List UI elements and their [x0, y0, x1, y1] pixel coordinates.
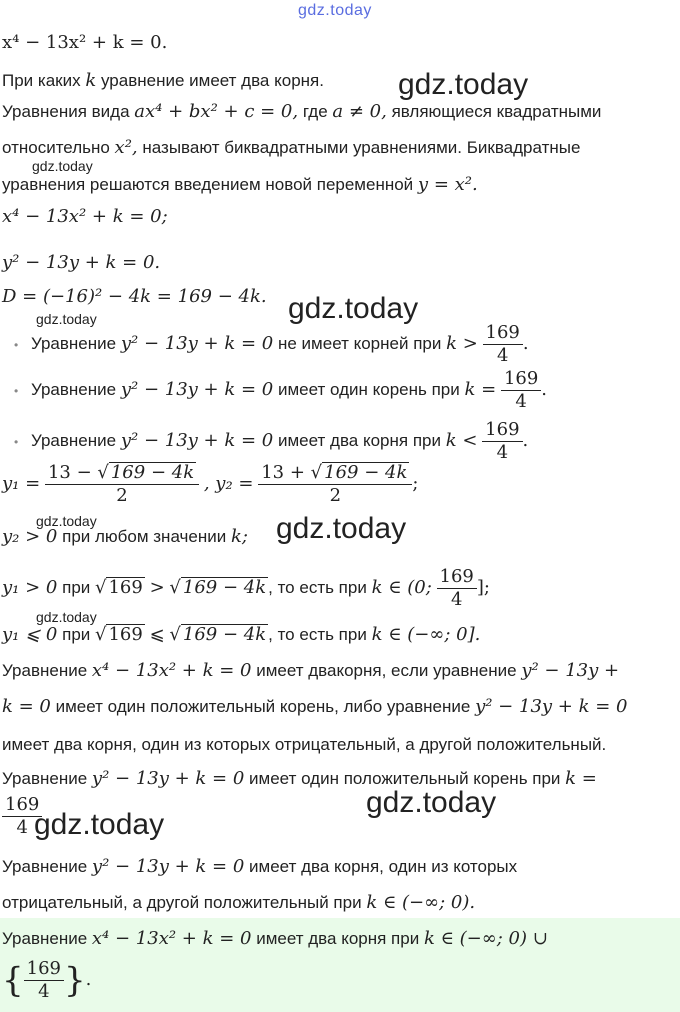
question-rest: уравнение имеет два корня.: [100, 71, 324, 90]
bullet-text: Уравнение: [30, 379, 117, 399]
equation-substituted: y² − 13y + k = 0.: [2, 252, 161, 273]
case-text: Уравнение: [2, 857, 88, 876]
gt-sign: >: [149, 576, 165, 598]
fraction-169-4: [482, 419, 522, 464]
y2-num-a: 13 +: [261, 462, 305, 483]
fraction-den: 4: [496, 442, 509, 463]
case-text: имеет два корня, один из которых: [249, 857, 518, 876]
fraction-num: 169: [483, 322, 523, 345]
equation-text: x⁴ − 13x² + k = 0.: [2, 32, 168, 53]
bullet-text: имеет два корня при: [277, 430, 441, 450]
def-text-a: Уравнения вида: [2, 102, 130, 121]
interval: k ∈ (−∞; 0].: [371, 624, 481, 645]
bullet-relation: k >: [446, 332, 478, 354]
fraction-169-4: [501, 368, 541, 413]
fraction-den: 4: [450, 589, 463, 610]
def-text-e: называют биквадратными уравнениями. Биквадратные: [142, 138, 581, 157]
concl-math: y² − 13y + k = 0: [475, 696, 628, 717]
def-math-3: x²,: [114, 137, 138, 158]
fraction-num: 169: [482, 419, 522, 442]
case-text: Уравнение: [2, 769, 88, 788]
fraction-num: 169: [24, 958, 64, 981]
sqrt-expr: 169 − 4k: [182, 576, 267, 598]
fraction-169-4: [483, 322, 523, 367]
definition-line-1: [2, 101, 601, 122]
y1-pos-math: y₁ > 0: [2, 576, 58, 598]
period: .: [522, 332, 529, 354]
def-text-f: уравнения решаются введением новой переменной: [2, 175, 414, 194]
y1-fraction: $\frac{13 - √ 169 - 4k}{2}$: [45, 462, 199, 507]
conclusion-line-1: [2, 660, 619, 681]
roots-formula: [2, 462, 418, 507]
bullet-no-roots: [14, 322, 529, 367]
y1-den: 2: [116, 485, 128, 506]
fraction-num: 169: [501, 368, 541, 391]
bullet-text: не имеет корней при: [277, 333, 442, 353]
answer-text: имеет два корня при: [256, 929, 420, 948]
answer-period: .: [85, 968, 92, 990]
definition-line-3: [2, 174, 478, 195]
y2-den: 2: [329, 485, 342, 506]
concl-text: Уравнение: [2, 661, 88, 680]
def-math-1: ax⁴ + bx² + c = 0,: [134, 101, 299, 122]
bullet-dot-icon: •: [14, 434, 19, 449]
equation-main: [2, 32, 167, 53]
fraction-den: 4: [515, 391, 527, 412]
case-math: y² − 13y + k = 0: [91, 768, 245, 789]
var-k: k: [85, 70, 97, 91]
y2-lhs: , y₂ =: [203, 472, 254, 494]
y1-lhs: y₁ =: [2, 472, 41, 494]
y1-pos-text: при: [62, 577, 91, 597]
watermark-big-2: gdz.today: [288, 292, 419, 325]
bullet-math: y² − 13y + k = 0: [120, 429, 274, 451]
watermark-big-1: gdz.today: [398, 68, 529, 101]
case-relation: k =: [565, 768, 597, 789]
watermark-big-4: gdz.today: [366, 786, 497, 819]
watermark-top: gdz.today: [298, 2, 372, 19]
concl-math: k = 0: [2, 696, 51, 717]
period: .: [541, 378, 548, 400]
interval-start: k ∈ (0;: [371, 576, 432, 598]
bullet-relation: k <: [445, 429, 478, 451]
concl-text: имеет один положительный корень, либо уравнение: [55, 697, 471, 716]
conclusion-line-3: имеет два корня, один из которых отрицательный, а другой положительный.: [2, 735, 607, 754]
def-math-4: y = x².: [417, 174, 478, 195]
def-text-b: где: [302, 102, 328, 121]
bullet-text: Уравнение: [30, 430, 117, 450]
answer-line-1: [2, 928, 548, 949]
def-text-d: относительно: [2, 138, 110, 157]
bullet-text: имеет один корень при: [277, 379, 460, 399]
fraction-169-4: [24, 958, 64, 1003]
bullet-two-roots: [14, 419, 528, 464]
discriminant: D = (−16)² − 4k = 169 − 4k.: [2, 286, 267, 307]
y1-neg-math: y₁ ⩽ 0: [2, 624, 58, 645]
fraction-den: 4: [496, 345, 509, 366]
watermark-small-4: gdz.today: [36, 609, 97, 625]
concl-text: имеет двакорня, если уравнение: [256, 661, 517, 680]
answer-math: x⁴ − 13x² + k = 0: [91, 928, 252, 949]
sqrt-169: 169: [108, 576, 143, 598]
case-one-root-line: [2, 768, 597, 789]
bullet-dot-icon: •: [14, 337, 19, 352]
semicolon: ;: [412, 472, 419, 494]
bullet-one-root: [14, 368, 547, 413]
bullet-math: y² − 13y + k = 0: [120, 378, 274, 400]
watermark-big-5: gdz.today: [34, 808, 165, 841]
y2-pos-text: при любом значении: [62, 527, 227, 546]
fraction-den: 4: [38, 981, 50, 1002]
y2-pos-k: k;: [230, 526, 248, 547]
sqrt-expr: 169 − 4k: [182, 624, 267, 645]
def-text-c: являющиеся квадратными: [391, 102, 602, 121]
y1-sqrt: 169 − 4k: [110, 462, 195, 483]
case-math: y² − 13y + k = 0: [91, 856, 245, 877]
answer-line-2: [2, 958, 91, 1003]
case-two-roots-line-2: [2, 892, 475, 913]
case-text: отрицательный, а другой положительный при: [2, 893, 362, 912]
y1-neg-text: при: [62, 625, 91, 644]
bullet-dot-icon: •: [14, 383, 19, 398]
interval-end: ];: [476, 576, 490, 598]
y1-pos-text2: , то есть при: [268, 577, 367, 597]
bullet-text: Уравнение: [30, 333, 117, 353]
concl-math: x⁴ − 13x² + k = 0: [91, 660, 252, 681]
conclusion-line-2: [2, 696, 627, 717]
case-text: имеет один положительный корень при: [249, 769, 561, 788]
answer-interval: k ∈ (−∞; 0) ∪: [423, 928, 548, 949]
y1-neg-text2: , то есть при: [268, 625, 367, 644]
case-math: k ∈ (−∞; 0).: [366, 892, 476, 913]
equation-restated: x⁴ − 13x² + k = 0;: [2, 206, 168, 227]
fraction-num: 169: [2, 794, 42, 817]
y1-positive-line: y₁ > 0 при √ 169 > √ 169 − 4k , то есть при k ∈ (0; $\frac{169}{4}$ ];: [2, 566, 490, 610]
y2-sqrt: 169 − 4k: [324, 462, 408, 483]
brace-left: {: [2, 960, 24, 1001]
period: .: [522, 429, 529, 451]
bullet-relation: k =: [464, 378, 497, 400]
le-sign: ⩽: [149, 624, 165, 645]
case-two-roots-line-1: [2, 856, 517, 877]
brace-right: }: [64, 960, 86, 1001]
fraction-den: 4: [16, 817, 28, 838]
definition-line-2: [2, 137, 580, 158]
fraction-num: 169: [437, 566, 477, 589]
watermark-big-3: gdz.today: [276, 512, 407, 545]
y2-fraction: $\frac{13 + √ 169 - 4k}{2}$: [258, 462, 412, 507]
fraction-169-4: [437, 566, 477, 611]
watermark-small-3: gdz.today: [36, 513, 97, 529]
watermark-small-2: gdz.today: [36, 311, 97, 327]
answer-text: Уравнение: [2, 929, 88, 948]
y2-positive-line: [2, 526, 248, 547]
question-text: При каких: [2, 71, 81, 90]
y1-nonpositive-line: y₁ ⩽ 0 при √ 169 ⩽ √ 169 − 4k , то есть при k ∈ (−∞; 0].: [2, 624, 481, 645]
y2-pos-math: y₂ > 0: [2, 526, 58, 547]
question-line: [2, 70, 324, 91]
def-math-2: a ≠ 0,: [332, 101, 387, 122]
sqrt-169: 169: [108, 624, 143, 645]
bullet-math: y² − 13y + k = 0: [120, 332, 274, 354]
concl-math: y² − 13y +: [521, 660, 620, 681]
y1-num-a: 13 −: [47, 462, 92, 483]
watermark-small-1: gdz.today: [32, 158, 93, 174]
